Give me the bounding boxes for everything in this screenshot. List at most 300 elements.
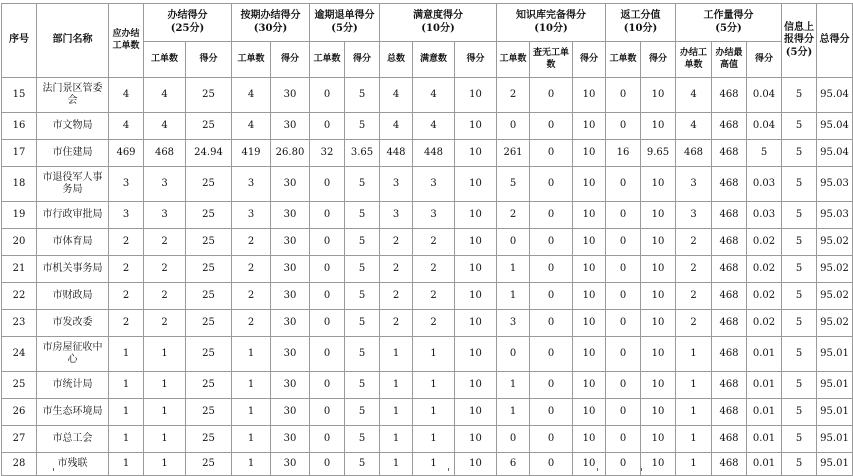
cell-knowledge-count: 2 bbox=[497, 202, 530, 229]
cell-dept-name: 市行政审批局 bbox=[37, 202, 109, 229]
cell-dept-name: 市统计局 bbox=[37, 372, 109, 399]
cell-overdue-score: 3.65 bbox=[345, 140, 380, 167]
cell-overdue-score: 5 bbox=[345, 202, 380, 229]
cell-ontime-count: 3 bbox=[232, 167, 271, 202]
header-overdue-label: 逾期退单得分 bbox=[314, 10, 375, 21]
cell-workload-score: 0.02 bbox=[747, 283, 782, 310]
cell-knowledge-missing: 0 bbox=[530, 140, 573, 167]
cell-workload-max: 468 bbox=[712, 399, 747, 426]
cell-should-handle: 4 bbox=[109, 113, 144, 140]
cell-ontime-score: 30 bbox=[271, 337, 310, 372]
cell-workload-handled: 2 bbox=[676, 229, 712, 256]
cell-workload-score: 0.02 bbox=[747, 256, 782, 283]
cell-seq: 26 bbox=[2, 399, 37, 426]
cell-overdue-count: 0 bbox=[310, 399, 345, 426]
cell-knowledge-score: 10 bbox=[573, 283, 606, 310]
header-total: 总得分 bbox=[817, 4, 853, 78]
cell-seq: 18 bbox=[2, 167, 37, 202]
cell-handled-score: 25 bbox=[186, 78, 232, 113]
cell-overdue-count: 0 bbox=[310, 78, 345, 113]
cell-rework-score: 10 bbox=[641, 310, 676, 337]
cell-rework-score: 10 bbox=[641, 229, 676, 256]
cell-seq: 23 bbox=[2, 310, 37, 337]
cell-rework-score: 10 bbox=[641, 399, 676, 426]
cell-workload-score: 0.01 bbox=[747, 453, 782, 476]
cell-seq: 21 bbox=[2, 256, 37, 283]
header-workload-points: (5分) bbox=[715, 22, 742, 34]
cell-satisfaction-total: 2 bbox=[380, 283, 413, 310]
cell-handled-count: 3 bbox=[144, 202, 186, 229]
cell-knowledge-score: 10 bbox=[573, 426, 606, 453]
cell-workload-handled: 4 bbox=[676, 113, 712, 140]
cell-knowledge-count: 0 bbox=[497, 426, 530, 453]
cell-satisfaction-score: 10 bbox=[455, 399, 497, 426]
cell-knowledge-missing: 0 bbox=[530, 399, 573, 426]
cell-rework-score: 10 bbox=[641, 167, 676, 202]
cell-workload-handled: 1 bbox=[676, 399, 712, 426]
cell-rework-count: 0 bbox=[606, 113, 641, 140]
cell-ontime-score: 30 bbox=[271, 167, 310, 202]
cell-knowledge-score: 10 bbox=[573, 337, 606, 372]
cell-info-score: 5 bbox=[782, 113, 817, 140]
cell-knowledge-score: 10 bbox=[573, 229, 606, 256]
cell-handled-score: 24.94 bbox=[186, 140, 232, 167]
cell-workload-handled: 468 bbox=[676, 140, 712, 167]
cell-workload-score: 0.01 bbox=[747, 337, 782, 372]
header-info: 信息上报得分(5分) bbox=[782, 4, 817, 78]
table-row bbox=[2, 256, 853, 283]
cell-workload-score: 0.01 bbox=[747, 426, 782, 453]
cell-overdue-score: 5 bbox=[345, 229, 380, 256]
cell-ontime-score: 26.80 bbox=[271, 140, 310, 167]
cell-info-score: 5 bbox=[782, 310, 817, 337]
header-satisfaction-label: 满意度得分 bbox=[413, 10, 463, 21]
cell-seq: 17 bbox=[2, 140, 37, 167]
cell-total-score: 95.01 bbox=[817, 372, 853, 399]
cell-dept-name: 市住建局 bbox=[37, 140, 109, 167]
cell-knowledge-count: 1 bbox=[497, 399, 530, 426]
cell-overdue-score: 5 bbox=[345, 372, 380, 399]
cell-info-score: 5 bbox=[782, 337, 817, 372]
cell-should-handle: 2 bbox=[109, 283, 144, 310]
cell-dept-name: 市退役军人事务局 bbox=[37, 167, 109, 202]
table-row bbox=[2, 372, 853, 399]
cell-overdue-score: 5 bbox=[345, 167, 380, 202]
table-row bbox=[2, 167, 853, 202]
cell-overdue-count: 0 bbox=[310, 453, 345, 476]
cell-satisfaction-score: 10 bbox=[455, 229, 497, 256]
cell-workload-max: 468 bbox=[712, 337, 747, 372]
cell-workload-handled: 2 bbox=[676, 310, 712, 337]
cell-workload-max: 468 bbox=[712, 140, 747, 167]
cell-dept-name: 市发改委 bbox=[37, 310, 109, 337]
cell-should-handle: 2 bbox=[109, 256, 144, 283]
cell-satisfaction-total: 4 bbox=[380, 78, 413, 113]
cell-handled-count: 2 bbox=[144, 283, 186, 310]
subheader-rework-score: 得分 bbox=[641, 42, 676, 78]
cell-satisfaction-score: 10 bbox=[455, 426, 497, 453]
cell-handled-count: 1 bbox=[144, 337, 186, 372]
cell-satisfaction-satisfied: 1 bbox=[413, 453, 455, 476]
cell-seq: 19 bbox=[2, 202, 37, 229]
cell-ontime-count: 1 bbox=[232, 453, 271, 476]
subheader-knowledge-score: 得分 bbox=[573, 42, 606, 78]
cell-total-score: 95.03 bbox=[817, 167, 853, 202]
cell-workload-max: 468 bbox=[712, 202, 747, 229]
cell-workload-max: 468 bbox=[712, 78, 747, 113]
cell-satisfaction-satisfied: 2 bbox=[413, 283, 455, 310]
cell-overdue-score: 5 bbox=[345, 78, 380, 113]
cell-ontime-count: 4 bbox=[232, 113, 271, 140]
cell-should-handle: 1 bbox=[109, 372, 144, 399]
cell-knowledge-count: 3 bbox=[497, 310, 530, 337]
cell-rework-count: 0 bbox=[606, 283, 641, 310]
cell-rework-count: 0 bbox=[606, 453, 641, 476]
cell-knowledge-count: 261 bbox=[497, 140, 530, 167]
cell-satisfaction-total: 448 bbox=[380, 140, 413, 167]
cell-ontime-count: 2 bbox=[232, 283, 271, 310]
cell-satisfaction-total: 3 bbox=[380, 202, 413, 229]
cell-knowledge-score: 10 bbox=[573, 202, 606, 229]
cell-overdue-score: 5 bbox=[345, 256, 380, 283]
cell-should-handle: 4 bbox=[109, 78, 144, 113]
cell-rework-score: 10 bbox=[641, 283, 676, 310]
cell-rework-count: 0 bbox=[606, 78, 641, 113]
cell-handled-score: 25 bbox=[186, 337, 232, 372]
cell-ontime-score: 30 bbox=[271, 113, 310, 140]
cell-should-handle: 469 bbox=[109, 140, 144, 167]
cell-overdue-count: 0 bbox=[310, 283, 345, 310]
cell-should-handle: 2 bbox=[109, 310, 144, 337]
cell-satisfaction-total: 1 bbox=[380, 372, 413, 399]
cell-workload-handled: 1 bbox=[676, 453, 712, 476]
cell-info-score: 5 bbox=[782, 167, 817, 202]
cell-ontime-count: 1 bbox=[232, 372, 271, 399]
header-rework-points: (10分) bbox=[623, 22, 658, 34]
cell-satisfaction-satisfied: 1 bbox=[413, 399, 455, 426]
cell-knowledge-score: 10 bbox=[573, 453, 606, 476]
cell-rework-count: 0 bbox=[606, 426, 641, 453]
subheader-ontime-count: 工单数 bbox=[232, 42, 271, 78]
cell-rework-count: 0 bbox=[606, 337, 641, 372]
cell-knowledge-score: 10 bbox=[573, 167, 606, 202]
cell-dept-name: 法门景区管委会 bbox=[37, 78, 109, 113]
cell-rework-score: 10 bbox=[641, 372, 676, 399]
cell-seq: 24 bbox=[2, 337, 37, 372]
cell-ontime-count: 2 bbox=[232, 229, 271, 256]
cell-handled-count: 1 bbox=[144, 372, 186, 399]
cell-overdue-score: 5 bbox=[345, 399, 380, 426]
cell-rework-score: 10 bbox=[641, 113, 676, 140]
subheader-ontime-score: 得分 bbox=[271, 42, 310, 78]
cell-workload-max: 468 bbox=[712, 372, 747, 399]
cell-ontime-count: 3 bbox=[232, 202, 271, 229]
cell-satisfaction-score: 10 bbox=[455, 140, 497, 167]
cell-knowledge-count: 2 bbox=[497, 78, 530, 113]
cell-ontime-count: 4 bbox=[232, 78, 271, 113]
cell-total-score: 95.04 bbox=[817, 113, 853, 140]
cell-info-score: 5 bbox=[782, 453, 817, 476]
cell-satisfaction-score: 10 bbox=[455, 372, 497, 399]
cell-overdue-count: 0 bbox=[310, 372, 345, 399]
cell-workload-handled: 2 bbox=[676, 283, 712, 310]
header-knowledge-label: 知识库完备得分 bbox=[516, 10, 586, 21]
cell-ontime-score: 30 bbox=[271, 256, 310, 283]
subheader-overdue-score: 得分 bbox=[345, 42, 380, 78]
cell-seq: 22 bbox=[2, 283, 37, 310]
cell-satisfaction-score: 10 bbox=[455, 337, 497, 372]
header-workload bbox=[676, 4, 782, 42]
header-ontime-points: (30分) bbox=[253, 22, 288, 34]
subheader-satisfaction-score: 得分 bbox=[455, 42, 497, 78]
cell-workload-max: 468 bbox=[712, 310, 747, 337]
cell-workload-max: 468 bbox=[712, 283, 747, 310]
cell-satisfaction-total: 1 bbox=[380, 337, 413, 372]
cell-ontime-count: 1 bbox=[232, 337, 271, 372]
cell-ontime-count: 1 bbox=[232, 426, 271, 453]
cell-handled-count: 1 bbox=[144, 453, 186, 476]
cell-ontime-score: 30 bbox=[271, 372, 310, 399]
cell-knowledge-missing: 0 bbox=[530, 256, 573, 283]
subheader-knowledge-count: 工单数 bbox=[497, 42, 530, 78]
cell-workload-handled: 2 bbox=[676, 256, 712, 283]
cell-seq: 16 bbox=[2, 113, 37, 140]
cell-satisfaction-satisfied: 3 bbox=[413, 167, 455, 202]
cell-overdue-score: 5 bbox=[345, 453, 380, 476]
header-seq: 序号 bbox=[2, 4, 37, 78]
cell-overdue-score: 5 bbox=[345, 337, 380, 372]
cell-should-handle: 2 bbox=[109, 229, 144, 256]
cell-workload-score: 0.04 bbox=[747, 78, 782, 113]
cell-knowledge-missing: 0 bbox=[530, 372, 573, 399]
cell-total-score: 95.02 bbox=[817, 229, 853, 256]
header-knowledge-points: (10分) bbox=[534, 22, 568, 34]
cell-knowledge-score: 10 bbox=[573, 256, 606, 283]
cell-overdue-count: 0 bbox=[310, 202, 345, 229]
cell-satisfaction-score: 10 bbox=[455, 453, 497, 476]
cell-ontime-count: 2 bbox=[232, 256, 271, 283]
cell-satisfaction-satisfied: 1 bbox=[413, 337, 455, 372]
cell-should-handle: 3 bbox=[109, 167, 144, 202]
cell-total-score: 95.01 bbox=[817, 453, 853, 476]
cell-overdue-count: 0 bbox=[310, 337, 345, 372]
cell-total-score: 95.01 bbox=[817, 337, 853, 372]
cell-overdue-count: 0 bbox=[310, 310, 345, 337]
cell-satisfaction-total: 2 bbox=[380, 229, 413, 256]
cell-knowledge-score: 10 bbox=[573, 399, 606, 426]
cell-satisfaction-total: 1 bbox=[380, 453, 413, 476]
cell-knowledge-count: 5 bbox=[497, 167, 530, 202]
table-row bbox=[2, 399, 853, 426]
cell-overdue-count: 0 bbox=[310, 229, 345, 256]
cell-satisfaction-score: 10 bbox=[455, 283, 497, 310]
cell-overdue-count: 0 bbox=[310, 256, 345, 283]
cell-rework-count: 0 bbox=[606, 372, 641, 399]
cell-handled-score: 25 bbox=[186, 229, 232, 256]
cell-dept-name: 市文物局 bbox=[37, 113, 109, 140]
cell-knowledge-missing: 0 bbox=[530, 426, 573, 453]
cell-handled-score: 25 bbox=[186, 283, 232, 310]
cell-handled-score: 25 bbox=[186, 167, 232, 202]
table-body bbox=[2, 78, 853, 476]
cell-info-score: 5 bbox=[782, 78, 817, 113]
cell-knowledge-count: 1 bbox=[497, 283, 530, 310]
cell-workload-max: 468 bbox=[712, 229, 747, 256]
cell-satisfaction-satisfied: 2 bbox=[413, 256, 455, 283]
cell-handled-score: 25 bbox=[186, 310, 232, 337]
subheader-handled-score: 得分 bbox=[186, 42, 232, 78]
header-rework bbox=[606, 4, 676, 42]
header-handled-points: (25分) bbox=[170, 22, 205, 34]
cell-satisfaction-score: 10 bbox=[455, 202, 497, 229]
cell-knowledge-missing: 0 bbox=[530, 283, 573, 310]
cell-seq: 27 bbox=[2, 426, 37, 453]
cell-info-score: 5 bbox=[782, 399, 817, 426]
subheader-overdue-count: 工单数 bbox=[310, 42, 345, 78]
cell-info-score: 5 bbox=[782, 426, 817, 453]
table-row bbox=[2, 140, 853, 167]
cell-satisfaction-satisfied: 448 bbox=[413, 140, 455, 167]
cell-rework-score: 10 bbox=[641, 453, 676, 476]
cell-workload-max: 468 bbox=[712, 113, 747, 140]
cell-should-handle: 1 bbox=[109, 426, 144, 453]
cell-handled-count: 4 bbox=[144, 78, 186, 113]
cell-workload-handled: 3 bbox=[676, 202, 712, 229]
cell-workload-score: 0.01 bbox=[747, 399, 782, 426]
cell-should-handle: 3 bbox=[109, 202, 144, 229]
cell-satisfaction-total: 2 bbox=[380, 256, 413, 283]
cell-should-handle: 1 bbox=[109, 337, 144, 372]
table-row bbox=[2, 337, 853, 372]
cell-overdue-score: 5 bbox=[345, 113, 380, 140]
cell-knowledge-missing: 0 bbox=[530, 337, 573, 372]
cell-satisfaction-satisfied: 4 bbox=[413, 113, 455, 140]
cell-rework-score: 10 bbox=[641, 256, 676, 283]
cell-knowledge-missing: 0 bbox=[530, 167, 573, 202]
cell-satisfaction-total: 4 bbox=[380, 113, 413, 140]
cell-seq: 15 bbox=[2, 78, 37, 113]
cell-ontime-score: 30 bbox=[271, 426, 310, 453]
cell-rework-count: 0 bbox=[606, 229, 641, 256]
header-satisfaction-points: (10分) bbox=[421, 22, 455, 34]
subheader-knowledge-missing: 查无工单数 bbox=[530, 42, 573, 78]
cell-satisfaction-total: 2 bbox=[380, 310, 413, 337]
cell-overdue-score: 5 bbox=[345, 283, 380, 310]
table-row bbox=[2, 283, 853, 310]
cell-satisfaction-score: 10 bbox=[455, 310, 497, 337]
cell-dept-name: 市残联 bbox=[37, 453, 109, 476]
cell-knowledge-count: 6 bbox=[497, 453, 530, 476]
cell-total-score: 95.04 bbox=[817, 78, 853, 113]
cell-ontime-score: 30 bbox=[271, 399, 310, 426]
cell-satisfaction-score: 10 bbox=[455, 78, 497, 113]
cell-rework-score: 10 bbox=[641, 426, 676, 453]
cell-satisfaction-score: 10 bbox=[455, 256, 497, 283]
cell-total-score: 95.02 bbox=[817, 310, 853, 337]
cell-satisfaction-satisfied: 1 bbox=[413, 426, 455, 453]
cell-should-handle: 1 bbox=[109, 453, 144, 476]
cell-workload-score: 0.02 bbox=[747, 310, 782, 337]
cell-overdue-count: 0 bbox=[310, 167, 345, 202]
header-should-handle: 应办结工单数 bbox=[109, 4, 144, 78]
cell-ontime-score: 30 bbox=[271, 310, 310, 337]
cell-satisfaction-satisfied: 4 bbox=[413, 78, 455, 113]
header-workload-label: 工作量得分 bbox=[703, 10, 754, 21]
cell-satisfaction-satisfied: 2 bbox=[413, 229, 455, 256]
cell-dept-name: 市房屋征收中心 bbox=[37, 337, 109, 372]
cell-rework-score: 9.65 bbox=[641, 140, 676, 167]
cell-total-score: 95.02 bbox=[817, 283, 853, 310]
cell-workload-handled: 1 bbox=[676, 426, 712, 453]
cell-satisfaction-score: 10 bbox=[455, 113, 497, 140]
cell-knowledge-missing: 0 bbox=[530, 78, 573, 113]
header-overdue bbox=[310, 4, 380, 42]
cell-knowledge-count: 0 bbox=[497, 337, 530, 372]
cell-knowledge-missing: 0 bbox=[530, 113, 573, 140]
cell-overdue-score: 5 bbox=[345, 426, 380, 453]
cell-ontime-score: 30 bbox=[271, 229, 310, 256]
cell-workload-max: 468 bbox=[712, 426, 747, 453]
cell-workload-max: 468 bbox=[712, 453, 747, 476]
cell-knowledge-missing: 0 bbox=[530, 202, 573, 229]
cell-rework-count: 0 bbox=[606, 310, 641, 337]
cell-handled-count: 4 bbox=[144, 113, 186, 140]
cell-workload-score: 0.04 bbox=[747, 113, 782, 140]
cell-satisfaction-satisfied: 3 bbox=[413, 202, 455, 229]
cell-handled-count: 2 bbox=[144, 229, 186, 256]
cell-knowledge-missing: 0 bbox=[530, 229, 573, 256]
cell-rework-count: 16 bbox=[606, 140, 641, 167]
cell-knowledge-score: 10 bbox=[573, 372, 606, 399]
cell-total-score: 95.01 bbox=[817, 426, 853, 453]
cell-knowledge-count: 1 bbox=[497, 256, 530, 283]
cell-workload-max: 468 bbox=[712, 256, 747, 283]
cell-handled-score: 25 bbox=[186, 372, 232, 399]
header-handled-label: 办结得分 bbox=[167, 10, 208, 21]
cell-info-score: 5 bbox=[782, 256, 817, 283]
subheader-handled-count: 工单数 bbox=[144, 42, 186, 78]
cell-seq: 28 bbox=[2, 453, 37, 476]
table-header bbox=[2, 4, 853, 78]
header-knowledge bbox=[497, 4, 606, 42]
cell-dept-name: 市生态环境局 bbox=[37, 399, 109, 426]
cell-ontime-score: 30 bbox=[271, 78, 310, 113]
cell-ontime-count: 2 bbox=[232, 310, 271, 337]
cell-satisfaction-total: 3 bbox=[380, 167, 413, 202]
header-ontime bbox=[232, 4, 310, 42]
cell-info-score: 5 bbox=[782, 202, 817, 229]
table-row bbox=[2, 229, 853, 256]
header-overdue-points: (5分) bbox=[331, 22, 358, 34]
score-table bbox=[1, 3, 853, 476]
cell-workload-max: 468 bbox=[712, 167, 747, 202]
cell-dept-name: 市总工会 bbox=[37, 426, 109, 453]
cell-rework-score: 10 bbox=[641, 78, 676, 113]
cell-should-handle: 1 bbox=[109, 399, 144, 426]
cell-handled-count: 468 bbox=[144, 140, 186, 167]
cell-info-score: 5 bbox=[782, 283, 817, 310]
cell-handled-count: 2 bbox=[144, 256, 186, 283]
cell-satisfaction-total: 1 bbox=[380, 399, 413, 426]
cell-knowledge-missing: 0 bbox=[530, 453, 573, 476]
cell-handled-score: 25 bbox=[186, 256, 232, 283]
cell-knowledge-score: 10 bbox=[573, 310, 606, 337]
cell-info-score: 5 bbox=[782, 229, 817, 256]
cell-handled-count: 1 bbox=[144, 399, 186, 426]
cell-knowledge-count: 0 bbox=[497, 229, 530, 256]
table-row bbox=[2, 113, 853, 140]
table-row bbox=[2, 310, 853, 337]
